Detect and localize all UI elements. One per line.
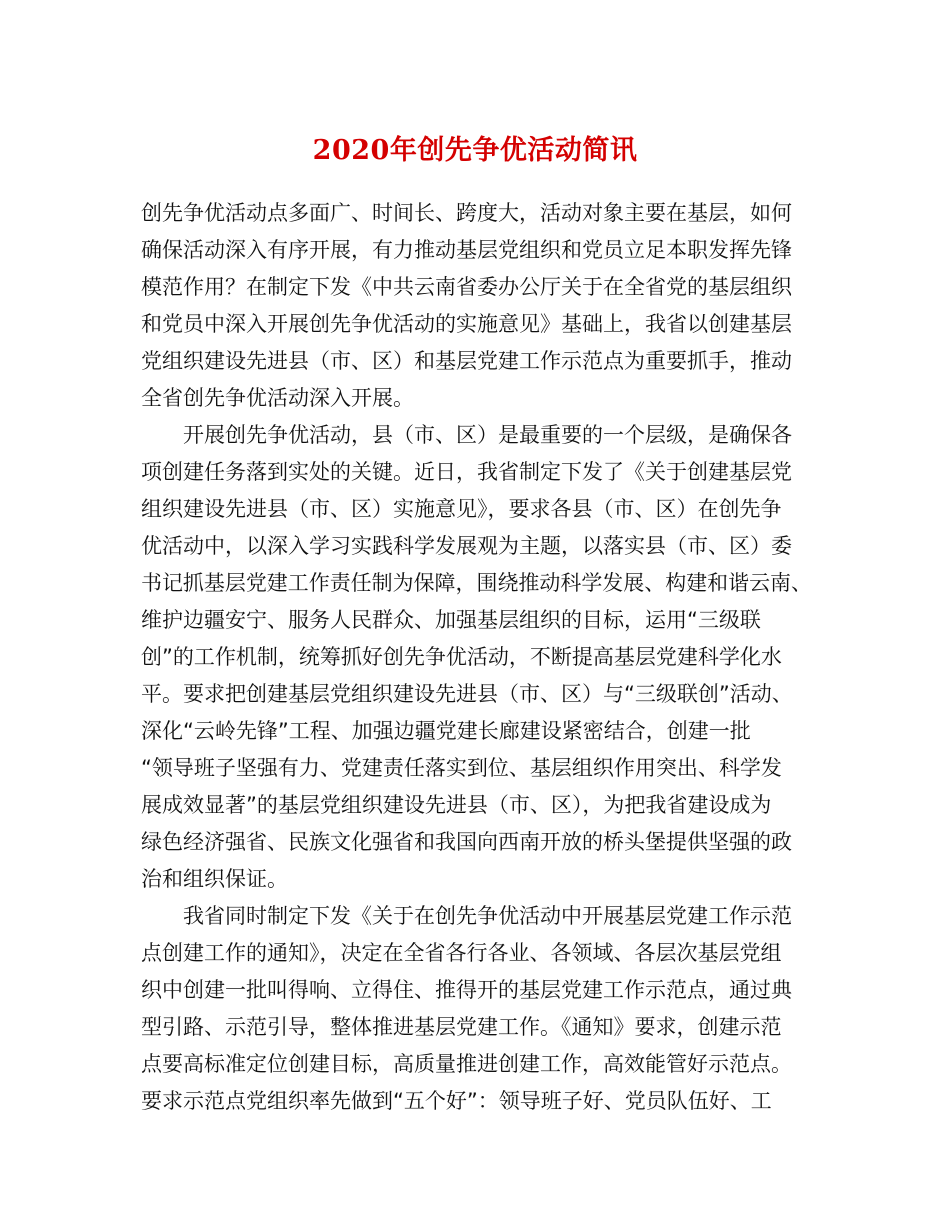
body-line: 平。要求把创建基层党组织建设先进县（市、区）与“三级联创”活动、 — [141, 682, 793, 706]
body-line: 治和组织保证。 — [141, 867, 288, 891]
body-line: 创先争优活动点多面广、时间长、跨度大，活动对象主要在基层，如何 — [141, 201, 792, 225]
body-line: 展成效显著”的基层党组织建设先进县（市、区），为把我省建设成为 — [141, 793, 772, 817]
body-line: 点要高标准定位创建目标，高质量推进创建工作，高效能管好示范点。 — [141, 1052, 792, 1076]
body-line: 书记抓基层党建工作责任制为保障，围绕推动科学发展、构建和谐云南、 — [141, 571, 812, 595]
body-line: 模范作用？在制定下发《中共云南省委办公厅关于在全省党的基层组织 — [141, 275, 792, 299]
body-line: 和党员中深入开展创先争优活动的实施意见》基础上，我省以创建基层 — [141, 312, 792, 336]
body-line: 全省创先争优活动深入开展。 — [141, 386, 414, 410]
body-line: 确保活动深入有序开展，有力推动基层党组织和党员立足本职发挥先锋 — [141, 238, 792, 262]
paragraph-first-line: 我省同时制定下发《关于在创先争优活动中开展基层党建工作示范 — [183, 904, 792, 928]
body-line: 要求示范点党组织率先做到“五个好”：领导班子好、党员队伍好、工 — [141, 1089, 772, 1113]
body-line: 维护边疆安宁、服务人民群众、加强基层组织的目标，运用“三级联 — [141, 608, 761, 632]
body-line: 党组织建设先进县（市、区）和基层党建工作示范点为重要抓手，推动 — [141, 349, 792, 373]
body-line: 点创建工作的通知》，决定在全省各行各业、各领域、各层次基层党组 — [141, 941, 782, 965]
body-line: 型引路、示范引导，整体推进基层党建工作。《通知》要求，创建示范 — [141, 1015, 782, 1039]
body-line: 深化“云岭先锋”工程、加强边疆党建长廊建设紧密结合，创建一批 — [141, 719, 751, 743]
body-line: 组织建设先进县（市、区）实施意见》，要求各县（市、区）在创先争 — [141, 497, 782, 521]
body-line: 织中创建一批叫得响、立得住、推得开的基层党建工作示范点，通过典 — [141, 978, 792, 1002]
document-title: 2020年创先争优活动简讯 — [312, 135, 638, 166]
body-line: 项创建任务落到实处的关键。近日，我省制定下发了《关于创建基层党 — [141, 460, 792, 484]
paragraph-first-line: 开展创先争优活动，县（市、区）是最重要的一个层级，是确保各 — [183, 423, 792, 447]
body-line: 绿色经济强省、民族文化强省和我国向西南开放的桥头堡提供坚强的政 — [141, 830, 792, 854]
body-line: 优活动中，以深入学习实践科学发展观为主题，以落实县（市、区）委 — [141, 534, 792, 558]
body-line: “领导班子坚强有力、党建责任落实到位、基层组织作用突出、科学发 — [141, 756, 782, 780]
body-line: 创”的工作机制，统筹抓好创先争优活动，不断提高基层党建科学化水 — [141, 645, 782, 669]
